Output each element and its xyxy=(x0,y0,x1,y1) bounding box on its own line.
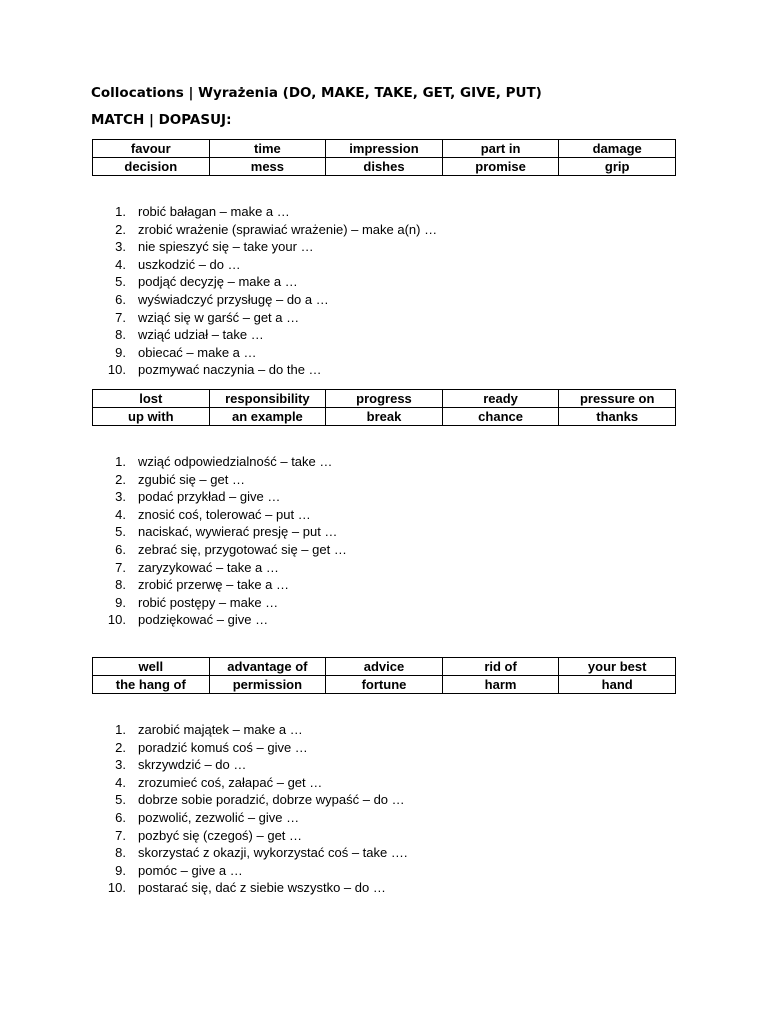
word-bank-cell: rid of xyxy=(442,658,559,676)
word-bank-cell: well xyxy=(93,658,210,676)
item-text: nie spieszyć się – take your … xyxy=(138,239,314,255)
word-bank-cell: your best xyxy=(559,658,676,676)
word-bank-cell: lost xyxy=(93,390,210,408)
word-bank-cell: permission xyxy=(209,676,326,694)
word-bank-cell: advice xyxy=(326,658,443,676)
list-item: 10. pozmywać naczynia – do the … xyxy=(107,362,322,378)
word-bank-cell: the hang of xyxy=(93,676,210,694)
instruction-heading: MATCH | DOPASUJ: xyxy=(91,112,232,128)
list-item: 6. wyświadczyć przysługę – do a … xyxy=(115,291,329,307)
item-text: zgubić się – get … xyxy=(138,471,245,487)
item-text: uszkodzić – do … xyxy=(138,256,241,272)
word-bank-cell: up with xyxy=(93,408,210,426)
word-bank-cell: hand xyxy=(559,676,676,694)
word-bank-row xyxy=(93,158,676,176)
list-item: 10. postarać się, dać z siebie wszystko – do … xyxy=(107,880,386,896)
word-bank-cell: mess xyxy=(209,158,326,176)
word-bank-cell: ready xyxy=(442,390,559,408)
list-item: 9. robić postępy – make … xyxy=(115,594,279,610)
word-bank-table-1 xyxy=(92,139,676,176)
list-item: 8. skorzystać z okazji, wykorzystać coś – take …. xyxy=(115,845,408,861)
item-text: pozwolić, zezwolić – give … xyxy=(138,809,300,825)
word-bank-row xyxy=(93,140,676,158)
word-bank-cell: impression xyxy=(326,140,443,158)
word-bank-cell: damage xyxy=(559,140,676,158)
item-text: postarać się, dać z siebie wszystko – do … xyxy=(138,880,386,896)
word-bank-row xyxy=(93,390,676,408)
item-text: zebrać się, przygotować się – get … xyxy=(138,541,347,557)
list-item: 6. zebrać się, przygotować się – get … xyxy=(115,541,347,557)
list-item: 5. naciskać, wywierać presję – put … xyxy=(115,524,338,540)
item-text: pozmywać naczynia – do the … xyxy=(138,362,322,378)
list-item: 1. robić bałagan – make a … xyxy=(115,204,290,219)
word-bank-cell: promise xyxy=(442,158,559,176)
list-item: 2. zgubić się – get … xyxy=(115,471,245,487)
item-text: zaryzykować – take a … xyxy=(138,559,279,575)
item-text: znosić coś, tolerować – put … xyxy=(138,506,311,522)
exercise-list-2 xyxy=(107,453,347,629)
word-bank-cell: harm xyxy=(442,676,559,694)
list-item: 9. obiecać – make a … xyxy=(115,344,257,360)
list-item: 6. pozwolić, zezwolić – give … xyxy=(115,809,300,825)
word-bank-cell: break xyxy=(326,408,443,426)
item-text: skrzywdzić – do … xyxy=(138,757,247,773)
item-text: robić bałagan – make a … xyxy=(138,204,290,219)
item-text: zrobić wrażenie (sprawiać wrażenie) – make a(n) … xyxy=(138,221,438,237)
word-bank-table-3 xyxy=(92,657,676,694)
list-item: 10. podziękować – give … xyxy=(107,612,269,628)
word-bank-cell: advantage of xyxy=(209,658,326,676)
list-item: 7. pozbyć się (czegoś) – get … xyxy=(115,827,303,843)
item-text: wziąć udział – take … xyxy=(138,327,264,343)
word-bank-cell: decision xyxy=(93,158,210,176)
word-bank-row xyxy=(93,408,676,426)
word-bank-cell: thanks xyxy=(559,408,676,426)
word-bank-cell: an example xyxy=(209,408,326,426)
list-item: 9. pomóc – give a … xyxy=(115,862,243,878)
word-bank-cell: part in xyxy=(442,140,559,158)
list-item: 5. podjąć decyzję – make a … xyxy=(115,274,298,290)
item-text: pomóc – give a … xyxy=(138,862,243,878)
item-text: robić postępy – make … xyxy=(138,594,279,610)
word-bank-table-2 xyxy=(92,389,676,426)
item-text: dobrze sobie poradzić, dobrze wypaść – do … xyxy=(138,792,405,808)
item-text: zrozumieć coś, załapać – get … xyxy=(138,774,323,790)
item-text: skorzystać z okazji, wykorzystać coś – take …. xyxy=(138,845,408,861)
list-item: 1. zarobić majątek – make a … xyxy=(115,722,303,737)
list-item: 4. uszkodzić – do … xyxy=(115,256,241,272)
item-text: zrobić przerwę – take a … xyxy=(138,577,290,593)
item-text: zarobić majątek – make a … xyxy=(138,722,303,737)
item-text: podziękować – give … xyxy=(138,612,269,628)
word-bank-cell: dishes xyxy=(326,158,443,176)
list-item: 8. wziąć udział – take … xyxy=(115,327,264,343)
list-item: 1. wziąć odpowiedzialność – take … xyxy=(115,454,333,469)
exercise-list-1 xyxy=(107,203,438,379)
word-bank-cell: time xyxy=(209,140,326,158)
list-item: 7. wziąć się w garść – get a … xyxy=(115,309,300,325)
list-item: 4. znosić coś, tolerować – put … xyxy=(115,506,311,522)
item-text: poradzić komuś coś – give … xyxy=(138,739,308,755)
list-item: 2. zrobić wrażenie (sprawiać wrażenie) – make a(n) … xyxy=(115,221,438,237)
word-bank-cell: fortune xyxy=(326,676,443,694)
list-item: 5. dobrze sobie poradzić, dobrze wypaść – do … xyxy=(115,792,405,808)
word-bank-row xyxy=(93,658,676,676)
page-title: Collocations | Wyrażenia (DO, MAKE, TAKE, GET, GIVE, PUT) xyxy=(91,85,542,101)
item-text: podać przykład – give … xyxy=(138,489,281,505)
item-text: wziąć się w garść – get a … xyxy=(138,309,300,325)
item-text: wyświadczyć przysługę – do a … xyxy=(138,291,329,307)
list-item: 8. zrobić przerwę – take a … xyxy=(115,577,290,593)
word-bank-cell: grip xyxy=(559,158,676,176)
word-bank-cell: progress xyxy=(326,390,443,408)
item-text: podjąć decyzję – make a … xyxy=(138,274,298,290)
item-text: naciskać, wywierać presję – put … xyxy=(138,524,338,540)
list-item: 3. skrzywdzić – do … xyxy=(115,757,247,773)
word-bank-cell: responsibility xyxy=(209,390,326,408)
word-bank-cell: chance xyxy=(442,408,559,426)
exercise-list-3 xyxy=(107,721,408,897)
item-text: pozbyć się (czegoś) – get … xyxy=(138,827,303,843)
list-item: 7. zaryzykować – take a … xyxy=(115,559,279,575)
list-item: 3. nie spieszyć się – take your … xyxy=(115,239,314,255)
word-bank-cell: pressure on xyxy=(559,390,676,408)
list-item: 2. poradzić komuś coś – give … xyxy=(115,739,308,755)
word-bank-cell: favour xyxy=(93,140,210,158)
list-item: 3. podać przykład – give … xyxy=(115,489,281,505)
item-text: wziąć odpowiedzialność – take … xyxy=(138,454,333,469)
list-item: 4. zrozumieć coś, załapać – get … xyxy=(115,774,323,790)
item-text: obiecać – make a … xyxy=(138,344,257,360)
word-bank-row xyxy=(93,676,676,694)
